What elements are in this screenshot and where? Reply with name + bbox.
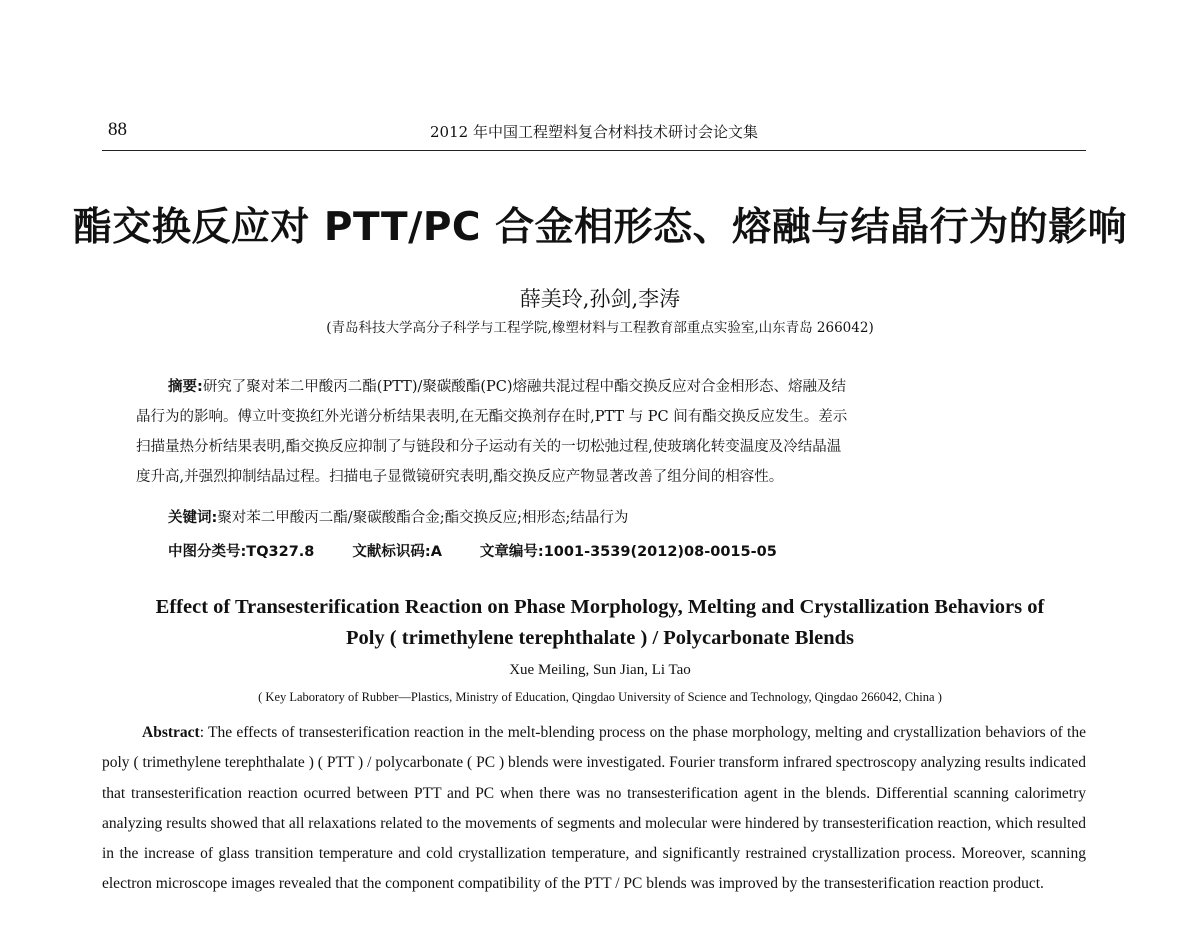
english-title-line: Effect of Transesterification Reaction on Phase Morphology, Melting and Crystallization Behaviors of [155,596,1045,618]
document-code: 文献标识码:A [352,544,442,560]
english-abstract [102,718,1086,900]
page-number: 88 [108,119,127,140]
chinese-affiliation: (青岛科技大学高分子科学与工程学院,橡塑材料与工程教育部重点实验室,山东青岛 266042) [326,320,874,336]
chinese-abstract-line: 摘要:研究了聚对苯二甲酸丙二酯(PTT)/聚碳酸酯(PC)熔融共混过程中酯交换反应对合金相形态、熔融及结 [168,379,847,395]
article-id: 文章编号:1001-3539(2012)08-0015-05 [479,544,777,560]
clc-number: 中图分类号:TQ327.8 [168,544,315,560]
english-title [60,592,1140,654]
running-header [102,117,1086,151]
english-authors: Xue Meiling, Sun Jian, Li Tao [509,662,691,678]
chinese-authors: 薛美玲,孙剑,李涛 [519,287,681,311]
chinese-keywords [168,506,628,527]
chinese-abstract-line: 晶行为的影响。傅立叶变换红外光谱分析结果表明,在无酯交换剂存在时,PTT 与 PC 间有酯交换反应发生。差示 [136,409,848,425]
chinese-abstract-label: 摘要: [168,379,203,395]
english-abstract-text: : The effects of transesterification reaction in the melt-blending process on the phase morphology, melting and crystallization behaviors of the poly ( trimethylene terephthalate ) ( PTT ) / polycarbonate ( PC ) blends were investigated. Fourier transform infrared spectroscopy analyzing results indicated that transesterification reaction ocurred between PTT and PC when there was no transesterification agent in the blends. Differential scanning calorimetry analyzing results showed that all relaxations related to the movements of segments and molecular were hindered by transesterification reaction, which resulted in the increase of glass transition temperature and cold crystallization temperature, and significantly restrained crystallization process. Moreover, scanning electron microscope images revealed that the component compatibility of the PTT / PC blends was improved by the transesterification reaction product. [102,724,1086,893]
journal-title: 2012 年中国工程塑料复合材料技术研讨会论文集 [430,123,758,141]
english-affiliation: ( Key Laboratory of Rubber—Plastics, Ministry of Education, Qingdao University of Science and Technology, Qingdao 266042, China ) [258,690,942,704]
chinese-abstract-line: 扫描量热分析结果表明,酯交换反应抑制了与链段和分子运动有关的一切松弛过程,使玻璃化转变温度及冷结晶温 [136,439,842,455]
keywords-label: 关键词: [168,510,218,526]
chinese-abstract-line: 度升高,并强烈抑制结晶过程。扫描电子显微镜研究表明,酯交换反应产物显著改善了组分间的相容性。 [136,469,784,485]
english-abstract-label: Abstract [142,724,200,741]
chinese-title: 酯交换反应对 PTT/PC 合金相形态、熔融与结晶行为的影响 [72,205,1128,250]
english-title-line: Poly ( trimethylene terephthalate ) / Polycarbonate Blends [345,627,855,649]
header-rule [102,150,1086,151]
keywords-text: 聚对苯二甲酸丙二酯/聚碳酸酯合金;酯交换反应;相形态;结晶行为 [217,510,629,526]
chinese-abstract [136,372,1056,492]
classification-line [168,540,777,561]
